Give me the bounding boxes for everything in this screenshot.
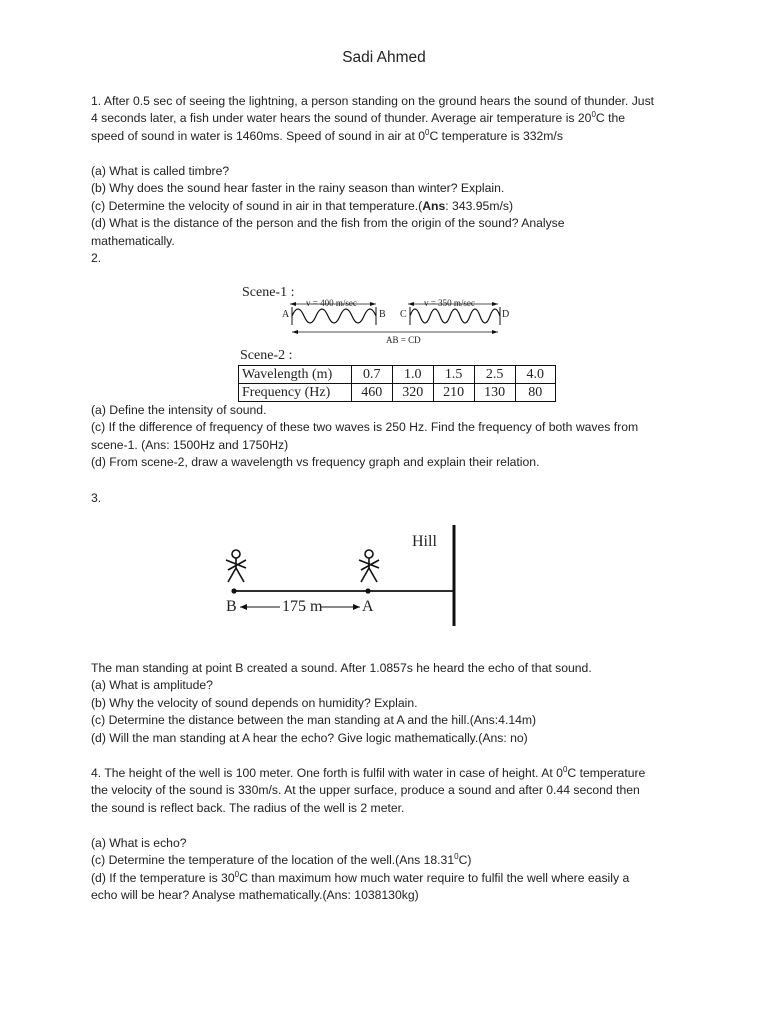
table-cell: 320 — [392, 384, 433, 402]
q4-line-2: the velocity of the sound is 330m/s. At the upper surface, produce a sound and after 0.44 second then — [91, 783, 640, 798]
q3-intro: The man standing at point B created a sound. After 1.0857s he heard the echo of that sound. — [91, 661, 592, 675]
q1-d-cont: mathematically. — [91, 233, 175, 248]
q3-b: (b) Why the velocity of sound depends on humidity? Explain. — [91, 695, 418, 710]
q1-d: (d) What is the distance of the person and the fish from the origin of the sound? Analyse — [91, 216, 565, 231]
point-a-label: A — [362, 598, 374, 615]
q1-b: (b) Why does the sound hear faster in the rainy season than winter? Explain. — [91, 181, 505, 196]
q3-subquestions — [91, 660, 691, 747]
q2-c-cont: scene-1. (Ans: 1500Hz and 1750Hz) — [91, 437, 289, 452]
point-d-label: D — [502, 309, 510, 320]
point-c-label: C — [400, 309, 407, 320]
row-label: Wavelength (m) — [239, 366, 352, 384]
table-cell: 2.5 — [474, 366, 515, 384]
author-name: Sadi Ahmed — [342, 49, 426, 66]
q2-figure — [236, 280, 556, 405]
table-cell: 80 — [515, 384, 555, 402]
hill-label: Hill — [412, 533, 437, 550]
wave-cd — [410, 309, 500, 323]
q3-number: 3. — [91, 491, 102, 505]
table-cell: 1.0 — [392, 366, 433, 384]
q2-a: (a) Define the intensity of sound. — [91, 403, 267, 417]
question-4 — [91, 765, 691, 817]
q1-a: (a) What is called timbre? — [91, 164, 230, 178]
scene2-label: Scene-2 : — [240, 348, 293, 363]
wave-ab — [292, 309, 376, 323]
q4-d: (d) If the temperature is $30^0C$ than maximum how much water require to fulfil the well where easily a — [91, 869, 630, 885]
q3-figure — [214, 522, 474, 627]
table-cell: 1.5 — [433, 366, 474, 384]
q1-line-1: 1. After 0.5 sec of seeing the lightning, a person standing on the ground hears the sound of thunder. Just — [91, 94, 655, 108]
distance-label: 175 m — [282, 598, 323, 615]
wave2-speed: v = 350 m/sec — [424, 298, 475, 308]
q1-subquestions — [91, 163, 691, 267]
q2-number: 2. — [91, 251, 102, 266]
q4-line-3: the sound is reflect back. The radius of the well is 2 meter. — [91, 800, 405, 815]
table-cell: 0.7 — [351, 366, 392, 384]
q2-c: (c) If the difference of frequency of these two waves is 250 Hz. Find the frequency of both waves from — [91, 420, 639, 435]
wave1-speed: v = 400 m/sec — [306, 298, 357, 308]
q2-subquestions — [91, 402, 691, 472]
q1-line-3: speed of sound in water is 1460ms. Speed of sound in air at $0^0C$ temperature is 332m/s — [91, 127, 563, 143]
q3-d: (d) Will the man standing at A hear the echo? Give logic mathematically.(Ans: no) — [91, 730, 528, 745]
q4-line-1: 4. The height of the well is 100 meter. One forth is fulfil with water in case of height. At $0^0C$ temperature — [91, 764, 646, 780]
q2-d: (d) From scene-2, draw a wavelength vs frequency graph and explain their relation. — [91, 455, 540, 470]
row-label: Frequency (Hz) — [239, 384, 352, 402]
q4-subquestions — [91, 835, 691, 905]
table-row — [239, 366, 556, 384]
q4-a: (a) What is echo? — [91, 836, 187, 850]
q4-c: (c) Determine the temperature of the location of the well.(Ans 18.31$^0$C) — [91, 852, 472, 868]
ab-equals-cd: AB = CD — [386, 335, 421, 345]
point-a-label: A — [282, 309, 290, 320]
q3-c: (c) Determine the distance between the man standing at A and the hill.(Ans:4.14m) — [91, 713, 537, 728]
table-cell: 4.0 — [515, 366, 555, 384]
q3-a: (a) What is amplitude? — [91, 678, 213, 693]
q1-c: (c) Determine the velocity of sound in air in that temperature.(Ans: 343.95m/s) — [91, 198, 514, 213]
wavelength-frequency-table — [238, 365, 556, 402]
question-1 — [91, 93, 691, 145]
q4-d-cont: echo will be hear? Analyse mathematically.(Ans: 1038130kg) — [91, 888, 419, 903]
man-a-icon — [359, 550, 379, 582]
table-row — [239, 384, 556, 402]
table-cell: 210 — [433, 384, 474, 402]
table-cell: 460 — [351, 384, 392, 402]
table-cell: 130 — [474, 384, 515, 402]
point-b-label: B — [379, 309, 386, 320]
point-b-label: B — [226, 598, 237, 615]
scene1-label: Scene-1 : — [242, 285, 295, 300]
man-b-icon — [226, 550, 246, 582]
q1-line-2: 4 seconds later, a fish under water hears the sound of thunder. Average air temperature is $20^0C$ the — [91, 110, 626, 126]
